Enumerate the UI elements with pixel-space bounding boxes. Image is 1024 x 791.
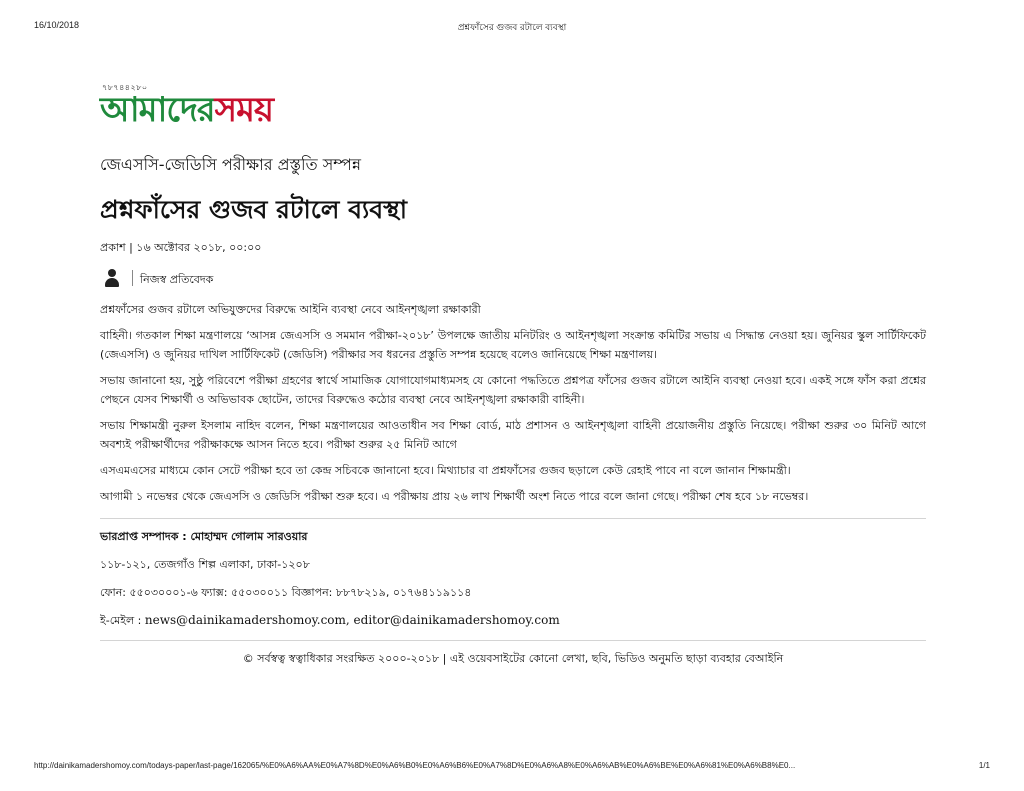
author-byline (100, 268, 926, 290)
byline-divider (132, 270, 133, 286)
article-headline: প্রশ্নফাঁসের গুজব রটালে ব্যবস্থা (100, 195, 407, 224)
address-line: ১১৮-১২১, তেজগাঁও শিল্প এলাকা, ঢাকা-১২০৮ (100, 558, 310, 571)
newspaper-logo[interactable] (100, 80, 926, 140)
article-kicker: জেএসসি-জেডিসি পরীক্ষার প্রস্তুতি সম্পন্ন (100, 155, 361, 174)
article-paragraph: এসএমএসের মাধ্যমে কোন সেটে পরীক্ষা হবে তা কেন্দ্র সচিবকে জানানো হবে। মিথ্যাচার বা প্রশ্নফাঁসের গুজব ছড়ালে কেউ রেহাই পাবে না বলে জানান শিক্ষামন্ত্রী। (100, 464, 791, 477)
user-icon (104, 268, 120, 288)
page-url[interactable]: http://dainikamadershomoy.com/todays-paper/last-page/162065/%E0%A6%AA%E0%A7%8D%E0%A6%B0%E0%A6%B6%E0%A7%8D%E0%A6%A8%E0%A6%AB%E0%A6%BE%E0%A6%81%E0%A6%B8%E0... (34, 761, 796, 770)
print-date: 16/10/2018 (34, 20, 80, 30)
email-row (100, 613, 926, 628)
article-page (100, 80, 926, 667)
article-paragraph: সভায় জানানো হয়, সুষ্ঠু পরিবেশে পরীক্ষা গ্রহণের স্বার্থে সামাজিক যোগাযোগমাধ্যমসহ যে কোনো পদ্ধতিতে প্রশ্নপত্র ফাঁসের গুজব রটালে আইনি ব্যবস্থা নেওয়া হবে। একই সঙ্গে ফাঁস করা প্রশ্নের পেছনে যেসব শিক্ষার্থী ও অভিভাবক ছোটেন, তাদের বিরুদ্ধেও কঠোর ব্যবস্থা নেবে আইনশৃঙ্খলা রক্ষাকারী বাহিনী। (100, 374, 926, 406)
divider (100, 518, 926, 519)
logo-text (100, 90, 273, 130)
logo-part-green: আমাদের (100, 90, 215, 130)
page-number: 1/1 (978, 761, 990, 770)
article-paragraph: প্রশ্নফাঁসের গুজব রটালে অভিযুক্তদের বিরুদ্ধে আইনি ব্যবস্থা নেবে আইনশৃঙ্খলা রক্ষাকারী (100, 303, 481, 316)
logo-small-text: ৭৮৭৪৪২৮০ (102, 83, 148, 92)
print-title: প্রশ্নফাঁসের গুজব রটালে ব্যবস্থা (457, 22, 567, 32)
published-date: প্রকাশ | ১৬ অক্টোবর ২০১৮, ০০:০০ (100, 241, 262, 254)
publisher-info (100, 529, 926, 628)
article-body (100, 300, 926, 506)
article-paragraph: বাহিনী। গতকাল শিক্ষা মন্ত্রণালয়ে ‘আসন্ন জেএসসি ও সমমান পরীক্ষা-২০১৮’ উপলক্ষে জাতীয় মনিটরিং ও আইনশৃঙ্খলা সংক্রান্ত কমিটির সভায় এ সিদ্ধান্ত নেওয়া হয়। জুনিয়র স্কুল সার্টিফিকেট (জেএসসি) ও জুনিয়র দাখিল সার্টিফিকেট (জেডিসি) পরীক্ষার সব ধরনের প্রস্তুতি সম্পন্ন হয়েছে বলেও জানিয়েছে শিক্ষা মন্ত্রণালয়। (100, 329, 926, 361)
logo-part-red: সময় (214, 90, 273, 130)
email-links[interactable]: news@dainikamadershomoy.com, editor@dainikamadershomoy.com (144, 613, 560, 627)
article-paragraph: আগামী ১ নভেম্বর থেকে জেএসসি ও জেডিসি পরীক্ষা শুরু হবে। এ পরীক্ষায় প্রায় ২৬ লাখ শিক্ষার্থী অংশ নিতে পারে বলে জানা গেছে। পরীক্ষা শেষ হবে ১৮ নভেম্বর। (100, 490, 809, 503)
author-name: নিজস্ব প্রতিবেদক (140, 273, 214, 286)
copyright-notice: © সর্বস্বত্ব স্বত্বাধিকার সংরক্ষিত ২০০০-২০১৮ | এই ওয়েবসাইটের কোনো লেখা, ছবি, ভিডিও অনুমতি ছাড়া ব্যবহার বেআইনি (242, 652, 784, 665)
article-paragraph: সভায় শিক্ষামন্ত্রী নুরুল ইসলাম নাহিদ বলেন, শিক্ষা মন্ত্রণালয়ের আওতাধীন সব শিক্ষা বোর্ড, মাঠ প্রশাসন ও আইনশৃঙ্খলা বাহিনী প্রয়োজনীয় প্রস্তুতি নিয়েছে। পরীক্ষা শুরুর ৩০ মিনিট আগে অবশ্যই পরীক্ষার্থীদের পরীক্ষাকক্ষে আসন নিতে হবে। পরীক্ষা শুরুর ২৫ মিনিট আগে (100, 419, 926, 451)
divider (100, 640, 926, 641)
contact-line: ফোন: ৫৫০৩০০০১-৬ ফ্যাক্স: ৫৫০৩০০১১ বিজ্ঞাপন: ৮৮৭৮২১৯, ০১৭৬৪১১৯১১৪ (100, 586, 472, 599)
editor-line: ভারপ্রাপ্ত সম্পাদক : মোহাম্মদ গোলাম সারওয়ার (100, 530, 308, 543)
email-label: ই-মেইল : (100, 614, 145, 627)
